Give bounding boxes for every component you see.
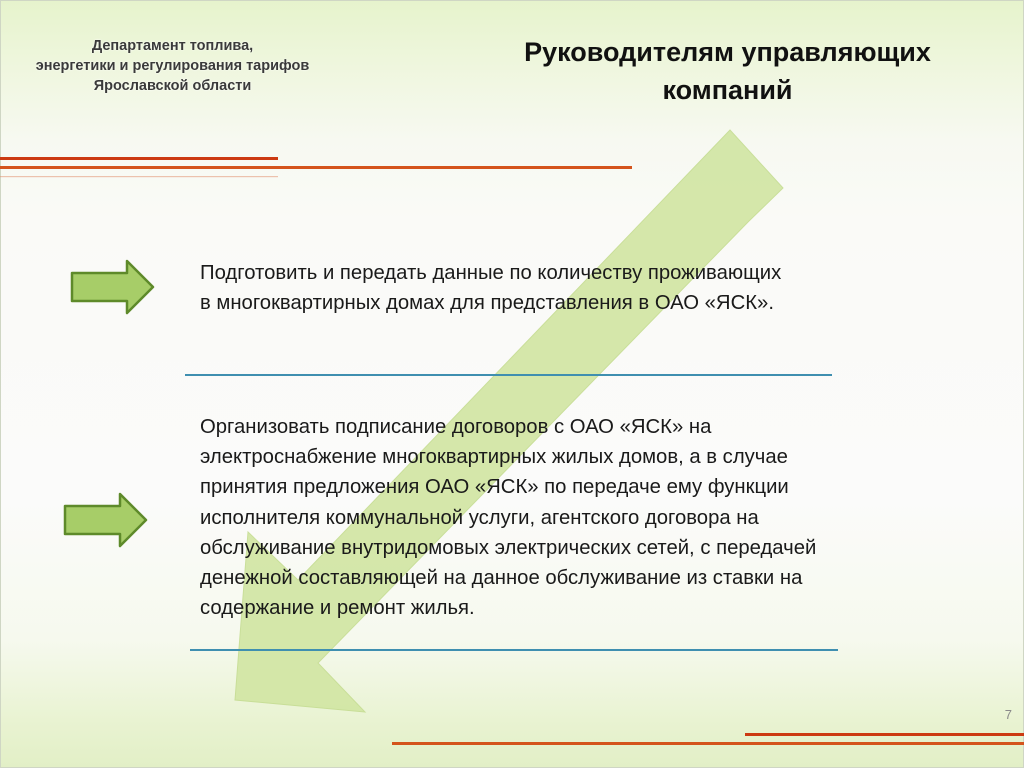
organization-line: Департамент топлива, — [91, 38, 254, 54]
organization-name — [0, 36, 345, 96]
task-line: содержание и ремонт жилья. — [200, 597, 475, 620]
page-number: 7 — [1004, 707, 1012, 722]
header-red-line-2 — [0, 166, 632, 169]
divider-line-1 — [185, 374, 832, 376]
header-red-line-1 — [0, 157, 278, 160]
task-line: электроснабжение многоквартирных жилых домов, а в случае — [200, 446, 788, 469]
divider-line-2 — [190, 649, 838, 651]
task-line: Организовать подписание договоров с ОАО «ЯСК» на — [200, 416, 712, 438]
task-line: в многоквартирных домах для представления в ОАО «ЯСК». — [200, 292, 774, 315]
footer-red-line-2 — [392, 742, 1024, 745]
footer-red-lines — [392, 733, 1024, 745]
header-red-line-shadow — [0, 176, 278, 177]
task-2-text — [200, 412, 990, 623]
right-arrow-icon — [72, 261, 153, 313]
task-1-text — [200, 258, 960, 318]
task-line: принятия предложения ОАО «ЯСК» по передаче ему функции — [200, 476, 789, 499]
organization-line: энергетики и регулирования тарифов — [35, 58, 310, 74]
task-line: денежной составляющей на данное обслуживание из ставки на — [200, 567, 803, 590]
footer-red-line-1 — [745, 733, 1024, 736]
right-arrow-icon — [65, 494, 146, 546]
slide-title-line: Руководителям управляющих — [524, 37, 931, 67]
slide-title — [440, 33, 1015, 109]
header-red-lines — [0, 157, 632, 177]
slide-title-line: компаний — [662, 75, 793, 105]
task-line: исполнителя коммунальной услуги, агентского договора на — [200, 506, 759, 529]
task-line: Подготовить и передать данные по количеству проживающих — [200, 262, 782, 284]
task-line: обслуживание внутридомовых электрических сетей, с передачей — [200, 536, 817, 559]
organization-line: Ярославской области — [93, 78, 252, 94]
